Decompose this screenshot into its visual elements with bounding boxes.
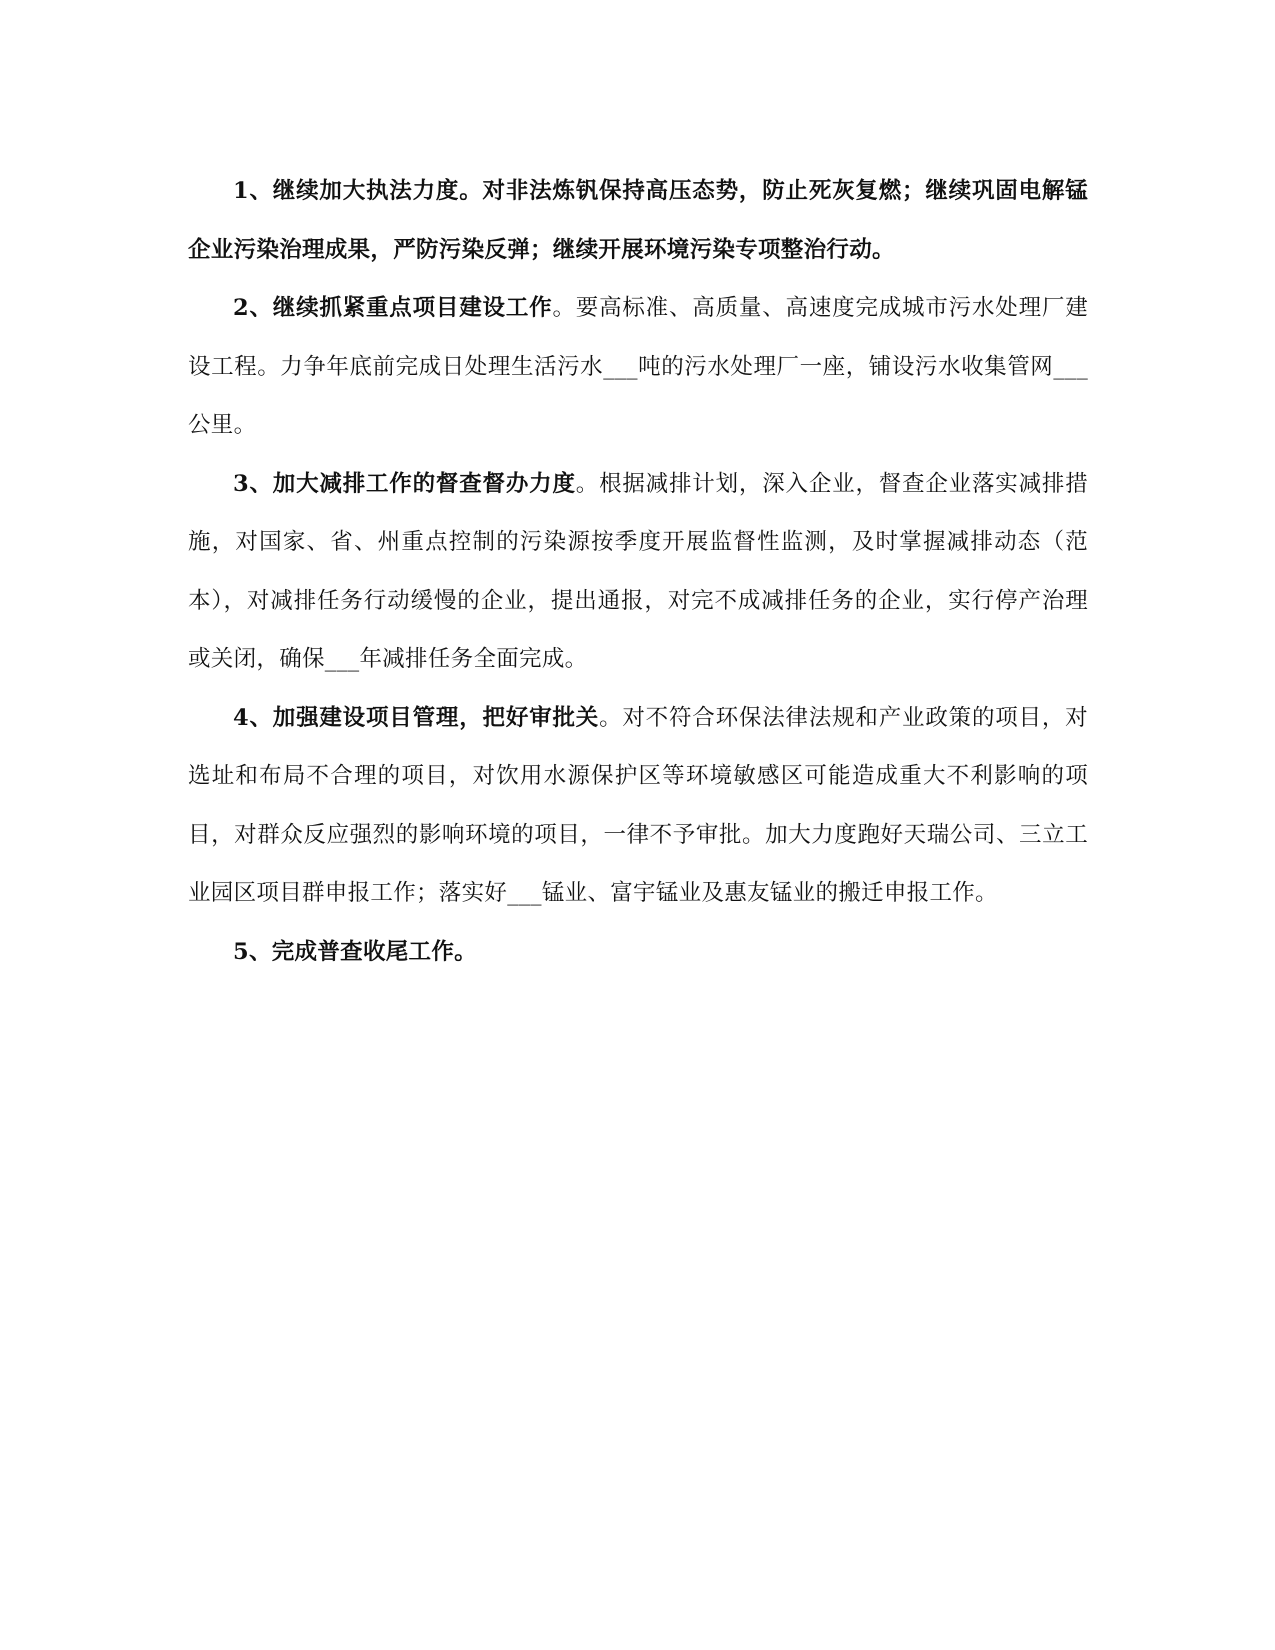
paragraph-4-heading: 4、加强建设项目管理，把好审批关 — [233, 704, 600, 731]
paragraph-3 — [188, 455, 1088, 689]
document-body — [188, 162, 1088, 981]
paragraph-4-text: 。对不符合环保法律法规和产业政策的项目，对选址和布局不合理的项目，对饮用水源保护区等环境敏感区可能造成重大不利影响的项目，对群众反应强烈的影响环境的项目，一律不予审批。加大力度跑好天瑞公司、三立工业园区项目群申报工作；落实好___锰业、富宇锰业及惠友锰业的搬迁申报工作。 — [188, 704, 1088, 906]
paragraph-3-text: 。根据减排计划，深入企业，督查企业落实减排措施，对国家、省、州重点控制的污染源按季度开展监督性监测，及时掌握减排动态（范本），对减排任务行动缓慢的企业，提出通报，对完不成减排任务的企业，实行停产治理或关闭，确保___年减排任务全面完成。 — [188, 470, 1089, 672]
paragraph-5-heading: 5、完成普查收尾工作。 — [233, 938, 477, 965]
paragraph-1-heading: 1、继续加大执法力度。对非法炼钒保持高压态势，防止死灰复燃；继续巩固电解锰企业污染治理成果，严防污染反弹；继续开展环境污染专项整治行动。 — [188, 178, 1088, 263]
paragraph-4 — [188, 689, 1088, 923]
paragraph-3-heading: 3、加大减排工作的督查督办力度 — [233, 470, 576, 497]
paragraph-2-text: 。要高标准、高质量、高速度完成城市污水处理厂建设工程。力争年底前完成日处理生活污水___吨的污水处理厂一座，铺设污水收集管网___公里。 — [188, 295, 1088, 438]
paragraph-1 — [188, 162, 1088, 279]
paragraph-2-heading: 2、继续抓紧重点项目建设工作 — [233, 295, 553, 321]
paragraph-2 — [188, 279, 1088, 455]
paragraph-5 — [188, 923, 1088, 982]
